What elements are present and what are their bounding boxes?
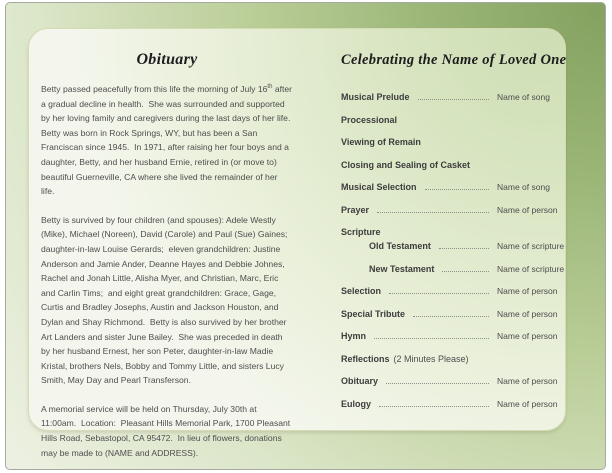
program-item-label: Special Tribute [341, 308, 406, 319]
leader-dots [439, 248, 489, 249]
program-item-old-testament [369, 241, 563, 251]
leader-dots [377, 212, 489, 213]
program-item-label: Eulogy [341, 398, 372, 409]
program-item-hymn [341, 331, 563, 341]
program-item-value: Name of song [497, 92, 550, 102]
program-item-value: Name of song [497, 182, 550, 192]
obituary-page [41, 41, 296, 458]
obituary-paragraph-1-text: Betty passed peacefully from this life the morning of July 16 [41, 84, 268, 94]
program-item-value: Name of person [497, 204, 558, 215]
leader-dots [418, 99, 489, 100]
celebration-title: Celebrating the Name of Loved One [341, 52, 567, 68]
program-card [28, 28, 567, 458]
program-item-label: Scripture [341, 227, 381, 237]
program-item-value: Name of scripture [497, 263, 565, 274]
program-item-label: Musical Prelude [341, 92, 410, 102]
program-item-label: New Testament [369, 263, 435, 274]
program-item-musical-prelude [341, 92, 563, 102]
leader-dots [389, 293, 489, 294]
leader-dots [374, 338, 489, 339]
program-item-processional [341, 115, 563, 125]
program-item-new-testament [369, 264, 563, 274]
order-of-service-page [341, 41, 567, 430]
program-list [341, 92, 563, 409]
program-item-label: Old Testament [369, 241, 431, 251]
program-item-prayer [341, 205, 563, 215]
program-item-value: Name of person [497, 286, 558, 296]
program-item-selection [341, 286, 563, 296]
program-item-value: Name of person [497, 398, 558, 409]
program-item-label: Obituary [341, 376, 379, 386]
obituary-paragraph-1 [41, 82, 296, 199]
program-item-label: Viewing of Remain [341, 137, 421, 147]
program-item-label: Prayer [341, 204, 370, 215]
program-item-label: Processional [341, 114, 398, 125]
program-item-viewing-of-remain [341, 137, 563, 147]
obituary-paragraph-1-rest: after a gradual decline in health. She was surrounded and supported by her loving family and caregivers during the last days of her life. Betty was born in Rock Springs, WY, but has been a San Franciscan since 1945. In 1971, after raising her four boys and a daughter, Betty, and her husband Ernie, retired in (or move to) beautiful Guerneville, CA where she lived the remainder of her life. [41, 84, 296, 197]
program-item-note: (2 Minutes Please) [393, 353, 469, 364]
leader-dots [386, 383, 489, 384]
program-item-label: Musical Selection [341, 182, 417, 192]
program-item-value: Name of person [497, 331, 558, 341]
program-item-value: Name of person [497, 376, 558, 386]
program-item-musical-selection [341, 182, 563, 192]
leader-dots [413, 316, 489, 317]
program-item-scripture [341, 227, 563, 237]
obituary-paragraph-3: A memorial service will be held on Thursday, July 30th at 11:00am. Location: Pleasant Hills Memorial Park, 1700 Pleasant Hills Road, Sebastopol, CA 95472. In lieu of flowers, donations may be made to (NAME and ADDRESS). [41, 403, 293, 458]
program-item-value: Name of person [497, 308, 558, 319]
program-item-label: Reflections [341, 353, 390, 364]
program-item-label: Selection [341, 286, 382, 296]
program-item-obituary [341, 376, 563, 386]
program-item-value: Name of scripture [497, 241, 565, 251]
program-item-special-tribute [341, 309, 563, 319]
program-item-eulogy [341, 399, 563, 409]
leader-dots [379, 406, 489, 407]
obituary-title: Obituary [136, 51, 198, 68]
program-item-closing-and-sealing-of-casket [341, 160, 563, 170]
ordinal-superscript: th [267, 84, 273, 91]
program-item-reflections [341, 354, 563, 364]
obituary-paragraph-2: Betty is survived by four children (and spouses): Adele Westly (Mike), Michael (Noreen), David (Carole) and Paul (Sue) Gaines; daughter-in-law Louise Gerards; eleven grandchildren: Justine Anderson and Jamie Ander, Deanne Hayes and Debbie Johnes, Rachel and Jonah Little, Alisha Myer, and Christian, Marc, Eric and Carlin Tims; and eight great grandchildren: Grace, Gage, Curtis and Bradley Josephs, Austin and Jackson Houston, and Dylan and Shay Richmond. Betty is also survived by her brother Art Landers and sister June Bailey. She was preceded in death by her husband Ernest, her son Peter, daughter-in-law Madie Kristal, brothers Nels, Bobby and Tommy Little, and sisters Lucy Smith, May Day and Pearl Transferson. [41, 214, 293, 386]
program-item-label: Closing and Sealing of Casket [341, 159, 471, 170]
program-item-label: Hymn [341, 331, 367, 341]
leader-dots [425, 189, 489, 190]
leader-dots [442, 271, 489, 272]
